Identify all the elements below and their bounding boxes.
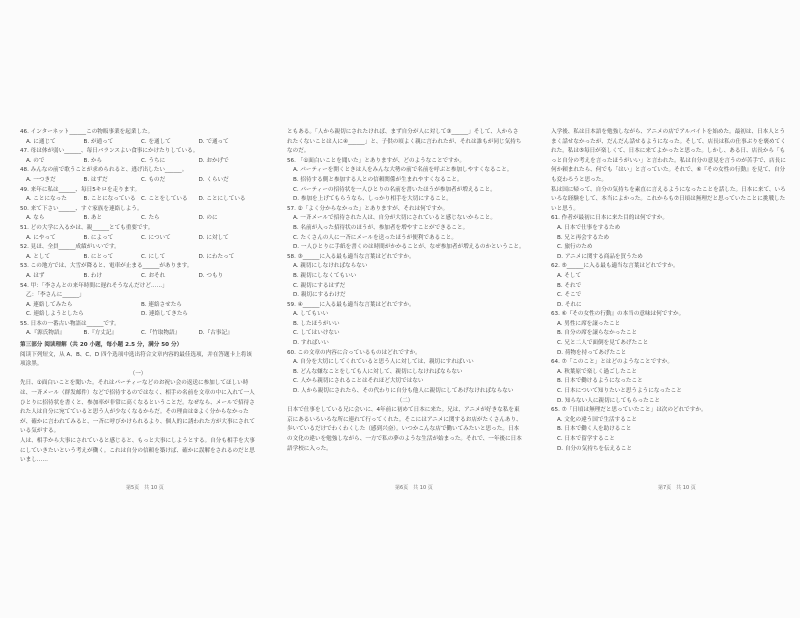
option: D. 知らない人に親切にしてもらったこと <box>557 397 660 404</box>
option: B. 親切にしなくてもいい <box>293 272 357 279</box>
question: 48. みんなの前で歌うことが求められると、逃げ出したい______。 <box>20 167 188 174</box>
option: B. それで <box>557 282 582 289</box>
option: D. にわたって <box>198 253 235 260</box>
option: A. 一斉メールで招待された人は、自分が大切にされていると感じないからこと。 <box>293 215 496 222</box>
option: A. はず <box>26 272 45 279</box>
left-column <box>20 128 256 466</box>
option: A. 親切にしなければならない <box>293 263 368 270</box>
option: D. で通って <box>198 138 229 145</box>
options-row <box>26 157 256 167</box>
passage-text: 日本で仕事をしている兄に会いに、4年前に初めて日本に来た。兄は、アニメが好きな私を東京にあるいろいろな所に連れて行ってくれた。そこにはアニメに関するお店がたくさんあり、歩いているだけでわくわくした（感到兴奋）。いつかこんな店で働いてみたいと思った。日本の文化の違いを勉強しながら、一方で私の夢のような生活が始まった。それで、一年後に日本語学校に入った。 <box>287 407 522 452</box>
option: C. ことをしている <box>141 196 188 203</box>
option: B. によって <box>83 234 114 241</box>
option: C. ものだ <box>141 176 166 183</box>
question: 60. この文章の内容に合っているものはどれですか。 <box>287 349 421 356</box>
question-54: 54. 甲：「李さんとの来年時間に遅れそうなんだけど……」 <box>20 282 168 289</box>
question: 62. ⑤______に入る最も適当な言葉はどれですか。 <box>551 263 679 270</box>
option: C. おそれ <box>141 272 166 279</box>
option: C. 人から親切にされることはそれほど大切ではない <box>293 378 424 385</box>
question: 58. ③______に入る最も適当な言葉はどれですか。 <box>287 253 415 260</box>
option: C. 旅行のため <box>557 244 593 251</box>
passage-continuation: ともある。「人から親切にされたければ、まず自分が人に対して③______」そして、人からされたくないことは人に④______」と、子供の頃よく親に言われたが、それは誰もが同じ気持ちなのだ。 <box>287 129 522 155</box>
option: A. なら <box>26 215 45 222</box>
passage-text-continued: 人は、相手から大事にされていると感じると、もっと大事にしようとする。自分も相手を大事にしていきたいという考えが働く。これは自分の信頼を築けば、確かに誤解をされるのだと思いまし…… <box>20 438 255 464</box>
option: D. すればいい <box>293 340 329 347</box>
option: D. つもり <box>198 272 224 279</box>
question-54-reply: 乙：「李さんに______」 <box>26 292 85 299</box>
passage-text: 先日、①面白いことを聞いた。それはパーティーなどのお祝い会の返送に参加してほしい時は、一斉メール（群发邮件）などで招待するのではなく、相手の名前を文章の中に入れて一人ひとりに招待状を書くと、参加率が非常に高くなるということだ。なぜなら、メールで招待された人は自分に宛てていると思う人が少なくなるからだ。その理由は②よく分からなかったが、確かに言われてみると、一斉に呼びかけられるより、個人的に誘われた方が大事にされている気がする。 <box>20 380 255 435</box>
option: C.『竹取物語』 <box>141 330 181 337</box>
option: D. おかげで <box>198 157 229 164</box>
option: D. に対して <box>198 234 229 241</box>
option: B. が通って <box>83 138 114 145</box>
option: B. 連絡させたら <box>141 301 182 308</box>
option: B. 招待する側と参加する人との信頼関係が生まれやすくなること。 <box>293 176 463 183</box>
question: 51. どの大学に入るかは、親______とても重要です。 <box>20 224 154 231</box>
option: B. 自分の席を譲らなかったこと <box>557 330 638 337</box>
question: 65. ⑦「日頃は無理だと思っていたこと」は次のどれですか。 <box>551 407 707 414</box>
option: C. たら <box>141 215 160 222</box>
option: B. あと <box>83 215 103 222</box>
option: A. にやって <box>26 234 56 241</box>
option: A. 連絡してみたら <box>26 301 73 308</box>
option: C. について <box>141 234 171 241</box>
option: A. そして <box>557 272 582 279</box>
options-row <box>26 176 256 186</box>
option: C. してはいけない <box>293 330 340 337</box>
option: C. を通して <box>141 138 171 145</box>
options-row <box>26 234 256 244</box>
option: B. どんな嫌なことをしても人に対して、親切にしなければならない <box>293 368 463 375</box>
option: B. にとって <box>83 253 114 260</box>
option: A. 男性に席を譲ったこと <box>557 320 621 327</box>
option: A.『源氏物語』 <box>26 330 66 337</box>
option: D. 参加を上げてもらうなら、しっかり相手を大切にすること。 <box>293 196 452 203</box>
option: B.『方丈記』 <box>83 330 118 337</box>
option: B. 兄と再会するため <box>557 234 610 241</box>
page-number: 第7页 共 10 页 <box>658 485 696 491</box>
option: B. ことになっている <box>83 196 136 203</box>
option: C. 親切にするはずだ <box>293 282 346 289</box>
options-row <box>26 253 256 263</box>
option: C. にして <box>141 253 166 260</box>
option: B. わけ <box>83 272 103 279</box>
option: C. たくさんの人に一斉にメールを送ったほうが便利であること。 <box>293 234 457 241</box>
option: A. してもいい <box>293 311 329 318</box>
question: 52. 見ほ、全員______成績がいいです。 <box>20 244 120 251</box>
question: 57. ②「よく分からなかった」とありますが、それは何ですか。 <box>287 205 449 212</box>
question: 53. この地方では、大雪が降ると、電車が止まる______があります。 <box>20 263 193 270</box>
option: D. 荷物を持ってあげたこと <box>557 349 627 356</box>
question: 50. 来て下さい______、すぐ家族を連絡しよう。 <box>20 205 143 212</box>
question-54-options-row1 <box>26 301 256 311</box>
question: 56. 「①面白いことを聞いた」とありますが、どのようなことですか。 <box>287 157 465 164</box>
option: A. ことになった <box>26 196 67 203</box>
question: 49. 来年に私は______、毎日5キロを走ります。 <box>20 186 141 193</box>
option: D. 連絡してきたら <box>141 311 189 318</box>
option: D. 人から親切にされたら、その代わりに自分も他人に親切にしてあげなければならない <box>293 388 514 395</box>
passage-continuation: 入学後、私は日本語を勉強しながら、アニメの店でアルバイトを始めた。最初は、日本人とうまく話せなかったが、だんだん話せるようになった。そして、店長は私の仕事ぶりを褒めてくれた。私は⑤毎日が楽しくて、日本に来てよかったと思った。しかし、ある日、店長から「もっと自分の考えを言ったほうがいい」と言われた。私は自分の意見を言うのが苦手で、店長に何か頼まれたら、何でも「はい」と言っていた。それで、⑥『その女性の行動』を見て、自分も変わろうと思った。 <box>551 129 786 183</box>
passage-number: （一） <box>129 370 147 377</box>
option: D. ことにしている <box>198 196 246 203</box>
options-row <box>26 272 256 282</box>
options-row <box>26 195 256 205</box>
question: 46. インターネット______この物販事業を起業した。 <box>20 129 154 135</box>
question: 63. ⑥『その女性の行動』の本当の意味は何ですか。 <box>551 311 685 318</box>
option: C. 日本について知りたいと思うようになったこと <box>557 388 682 395</box>
right-column <box>551 128 787 454</box>
option: C. 兄と二人で面倒を見てあげたこと <box>557 340 649 347</box>
option: C. うちに <box>141 157 166 164</box>
section-3-title: 第三部分 阅读理解（共 20 小题，每小题 2.5 分，满分 50 分） <box>20 342 183 349</box>
option: A. 一つきだ <box>26 176 56 183</box>
option: C. 連絡しようとしたら <box>26 311 84 318</box>
question-55-options <box>26 329 256 339</box>
option: B. 日本で働けるようになったこと <box>557 378 643 385</box>
middle-column <box>287 128 523 454</box>
question: 59. ④______に入る最も適当な言葉はどれですか。 <box>287 301 415 308</box>
option: B. したほうがいい <box>293 320 340 327</box>
section-3-instructions: 阅读下列短文，从 A、B、C、D 四个选项中选出符合文章内容的最佳选项，并在答题卡上将该项涂黑。 <box>20 351 252 368</box>
left-question-list <box>20 128 256 282</box>
option: A. 日本で仕事をするため <box>557 224 621 231</box>
option: D. くらいだ <box>198 176 229 183</box>
page-number: 第6页 共 10 页 <box>395 485 433 491</box>
question-55: 55. 日本の一番古い物語は______です。 <box>20 320 120 327</box>
options-row <box>26 214 256 224</box>
option: C. パーティーの招待状を一人ひとりの名前を書いたほうが参加者が増えること。 <box>293 186 496 193</box>
option: D. アニメに関する商品を買うため <box>557 253 643 260</box>
option: B. 名前が入った招待状のほうが、参加者を増やすことができること。 <box>293 224 469 231</box>
question: 47. 母は体が弱い______、毎日バランスよい食事にかけたりしている。 <box>20 148 199 155</box>
option: B. はずだ <box>83 176 108 183</box>
option: A. 自分を大切にしてくれていると思う人に対しては、親切にすればいい <box>293 359 474 366</box>
option: A. 文化の違う国で生活すること <box>557 416 638 423</box>
options-row <box>26 138 256 148</box>
option: A. ので <box>26 157 45 164</box>
option: A. に通じて <box>26 138 56 145</box>
option: D.『古事記』 <box>198 330 233 337</box>
option: A. 秋葉原で楽しく過ごしたこと <box>557 368 638 375</box>
right-question-list <box>551 214 787 454</box>
option: C. 日本で留学すること <box>557 436 615 442</box>
middle-question-list <box>287 157 523 397</box>
question: 64. ⑦「このこと」とはどのようなことですか。 <box>551 359 673 366</box>
question: 61. 作者が最初に日本に来た目的は何ですか。 <box>551 215 668 222</box>
page-number: 第5页 共 10 页 <box>126 485 164 491</box>
option: D. 親切にするわけだ <box>293 292 346 299</box>
option: B. から <box>83 157 103 164</box>
option: B. 日本で働く人を助けること <box>557 426 632 433</box>
option: D. それに <box>557 301 582 308</box>
passage-continuation-2: 私は国に帰って、自分の気持ちを素直に言えるようになったことを話した。日本に来て、いろいろな経験をして、本当によかった。これからも⑦日頃は無理だと思っていたことに挑戦したいと思う。 <box>551 186 786 212</box>
option: A. として <box>26 253 51 260</box>
passage-number: （二） <box>396 397 414 404</box>
option: D. 自分の気持ちを伝えること <box>557 445 632 452</box>
option: D. 一人ひとりに手紙を書くのは時間がかかることが、なぜ参加者が増えるのかということ。 <box>293 244 525 251</box>
option: D. のに <box>198 215 218 222</box>
question-54-options-row2 <box>26 310 256 320</box>
option: A. パーティーを開くときは人をみんな大勢の前で名前を呼ぶと参加しやすくなること。 <box>293 167 513 174</box>
option: C. そこで <box>557 292 582 299</box>
